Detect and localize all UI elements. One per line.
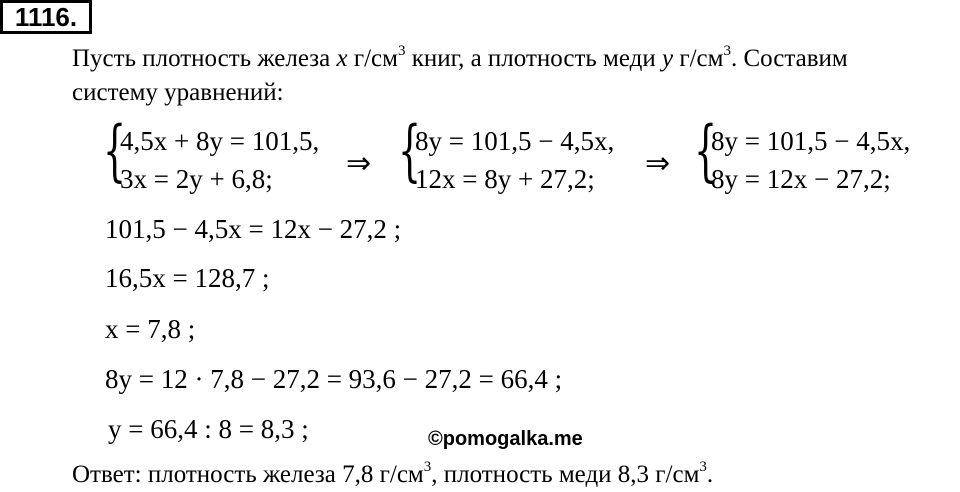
system-2-equation-1: 8y = 101,5 − 4,5x, xyxy=(415,126,615,156)
exponent-3: 3 xyxy=(699,459,707,475)
intro-text-1: Пусть плотность железа xyxy=(72,45,337,72)
unit-density-2: г/см xyxy=(673,45,724,72)
intro-line-1 xyxy=(72,44,848,74)
intro-text-3: . Составим xyxy=(730,45,848,72)
intro-text-2: книг, а плотность меди xyxy=(405,45,662,72)
system-2-equation-2: 12x = 8y + 27,2; xyxy=(415,164,595,194)
system-brace-2: { xyxy=(398,112,422,189)
implies-arrow-1: ⇒ xyxy=(346,146,372,181)
exponent-3: 3 xyxy=(423,459,432,475)
solution-step: 8y = 12 · 7,8 − 27,2 = 93,6 − 27,2 = 66,4 ; xyxy=(105,364,563,394)
implies-arrow-2: ⇒ xyxy=(645,146,671,181)
solution-step: 101,5 − 4,5x = 12x − 27,2 ; xyxy=(105,214,402,244)
system-3-equation-2: 8y = 12x − 27,2; xyxy=(711,164,891,194)
var-x: x xyxy=(336,45,348,72)
system-brace-1: { xyxy=(103,112,127,189)
system-3-equation-1: 8y = 101,5 − 4,5x, xyxy=(711,126,911,156)
intro-line-2: систему уравнений: xyxy=(72,79,284,106)
unit-density-1: г/см xyxy=(347,45,398,72)
answer-line xyxy=(72,460,713,490)
solution-step: x = 7,8 ; xyxy=(105,314,196,344)
solution-step: 16,5x = 128,7 ; xyxy=(105,263,270,293)
exponent-3: 3 xyxy=(723,43,731,59)
problem-number: 1116. xyxy=(0,0,92,34)
answer-text-2: , плотность меди 8,3 г/см xyxy=(431,461,700,488)
var-y: y xyxy=(661,45,674,72)
system-brace-3: { xyxy=(694,112,718,189)
system-1-equation-1: 4,5x + 8y = 101,5, xyxy=(120,126,320,156)
solution-step: y = 66,4 : 8 = 8,3 ; xyxy=(108,414,309,444)
answer-text-1: Ответ: плотность железа 7,8 г/см xyxy=(72,461,424,488)
watermark: ©pomogalka.me xyxy=(428,428,583,450)
exponent-3: 3 xyxy=(397,43,406,59)
answer-end: . xyxy=(706,461,714,488)
system-1-equation-2: 3x = 2y + 6,8; xyxy=(120,164,273,194)
